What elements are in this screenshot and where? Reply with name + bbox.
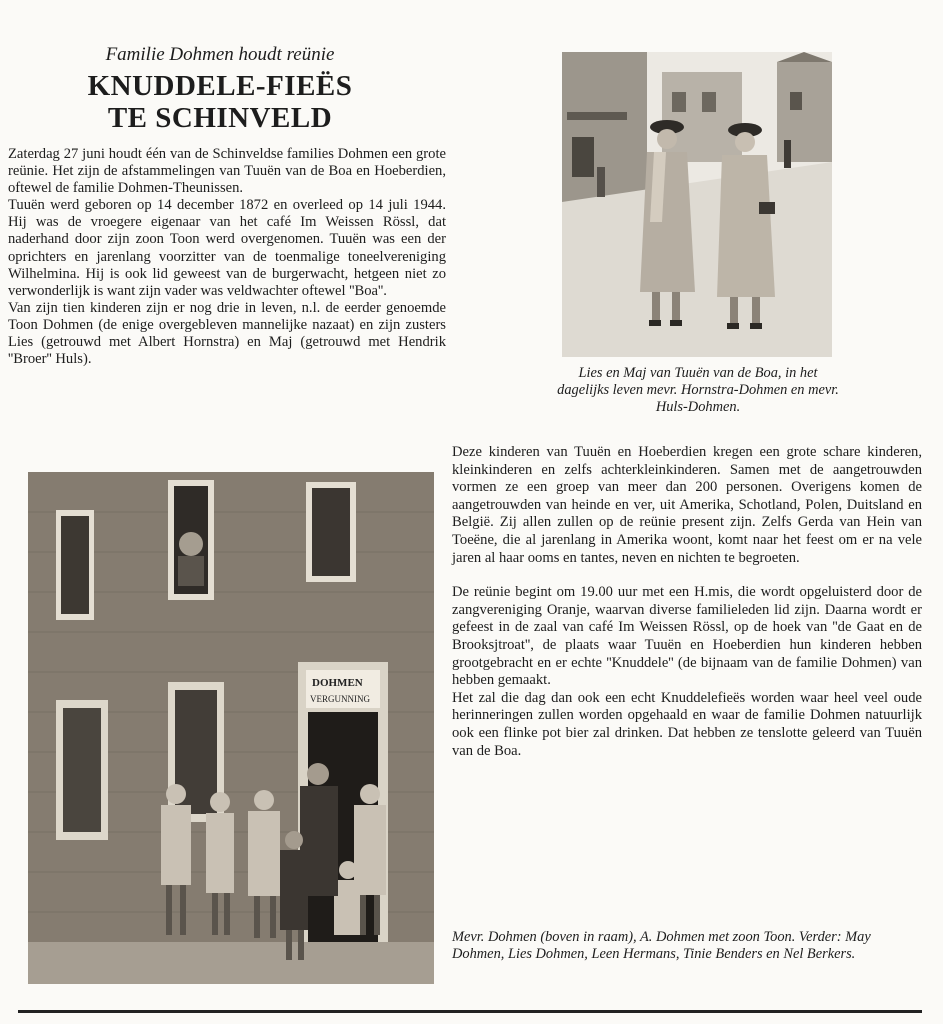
paragraph-descendants: Deze kinderen van Tuuën en Hoeberdien kregen een grote schare kinderen, kleinkinderen en zelfs achterkleinkinderen. Samen met de aangetrouwden vormen ze een groep van meer dan 200 personen. Overigens komen de aangetrouwden van heinde en ver, uit Amerika, Schotland, Polen, Duitsland en België. Zij allen zullen op de reünie present zijn. Zelfs Gerda van Hein van Toeëne, die al jarenlang in Amerika woont, komt naar het feest om er na vele jaren al haar ooms en tantes, neven en nichten te begroeten.	[452, 444, 922, 566]
sign-vergunning: VERGUNNING	[310, 694, 370, 704]
paragraph-biography: Tuuën werd geboren op 14 december 1872 en overleed op 14 juli 1944. Hij was de vroegere eigenaar van het café Im Weissen Rössl, dat naderhand door zijn zoon Toon werd overgenomen. Tuuën was een der oprichters en jarenlang voorzitter van de toenmalige toneelvereniging Wilhelmina. Hij is ook lid geweest van de burgerwacht, hetgeen niet zo verwonderlijk is want zijn vader was veldwachter oftewel ''Boa''.	[8, 197, 446, 299]
paragraph-reunion-program: De reünie begint om 19.00 uur met een H.mis, die wordt opgeluisterd door de zangvereniging Oranje, waarvan diverse familieleden lid zijn. Daarna wordt er gefeest in de zaal van café Im Weissen Rössl, op de hoek van ''de Gaat en de Brooksjtroat'', de plaats waar Tuuën en Hoeberdien hun kinderen hebben grootgebracht en er echte ''Knuddele'' (de bijnaam van de familie Dohmen) van hebben gemaakt.	[452, 584, 922, 689]
paragraph-closing: Het zal die dag dan ook een echt Knuddelefieës worden waar heel veel oude herinneringen zullen worden opgehaald en waar de familie Dohmen natuurlijk ook een flinke pot bier zal drinken. Dat hebben ze tenslotte geleerd van Tuuën van de Boa.	[452, 689, 922, 759]
photo-family-cafe	[28, 472, 434, 984]
bottom-rule	[18, 1010, 922, 1013]
headline-line-1: KNUDDELE-FIEËS	[87, 70, 353, 102]
right-column	[452, 444, 922, 777]
sign-dohmen: DOHMEN	[312, 677, 363, 689]
left-column	[8, 146, 446, 368]
headline-line-2: TE SCHINVELD	[107, 102, 333, 134]
kicker: Familie Dohmen houdt reünie	[105, 44, 335, 65]
paragraph-children: Van zijn tien kinderen zijn er nog drie in leven, n.l. de eerder genoemde Toon Dohmen (de enige overgebleven mannelijke nazaat) en zijn zusters Lies (getrouwd met Albert Hornstra) en Maj (getrouwd met Hendrik ''Broer'' Huls).	[8, 299, 446, 368]
photo-two-women	[562, 52, 832, 357]
paragraph-intro: Zaterdag 27 juni houdt één van de Schinveldse families Dohmen een grote reünie. Het zijn de afstammelingen van Tuuën van de Boa en Hoeberdien, oftewel de familie Dohmen-Theunissen.	[8, 146, 446, 197]
caption-bottom-photo: Mevr. Dohmen (boven in raam), A. Dohmen met zoon Toon. Verder: May Dohmen, Lies Dohmen, Leen Hermans, Tinie Benders en Nel Berkers.	[452, 929, 871, 962]
caption-top-photo: Lies en Maj van Tuuën van de Boa, in het dagelijks leven mevr. Hornstra-Dohmen en mevr. Huls-Dohmen.	[557, 365, 839, 415]
headline	[40, 70, 400, 134]
